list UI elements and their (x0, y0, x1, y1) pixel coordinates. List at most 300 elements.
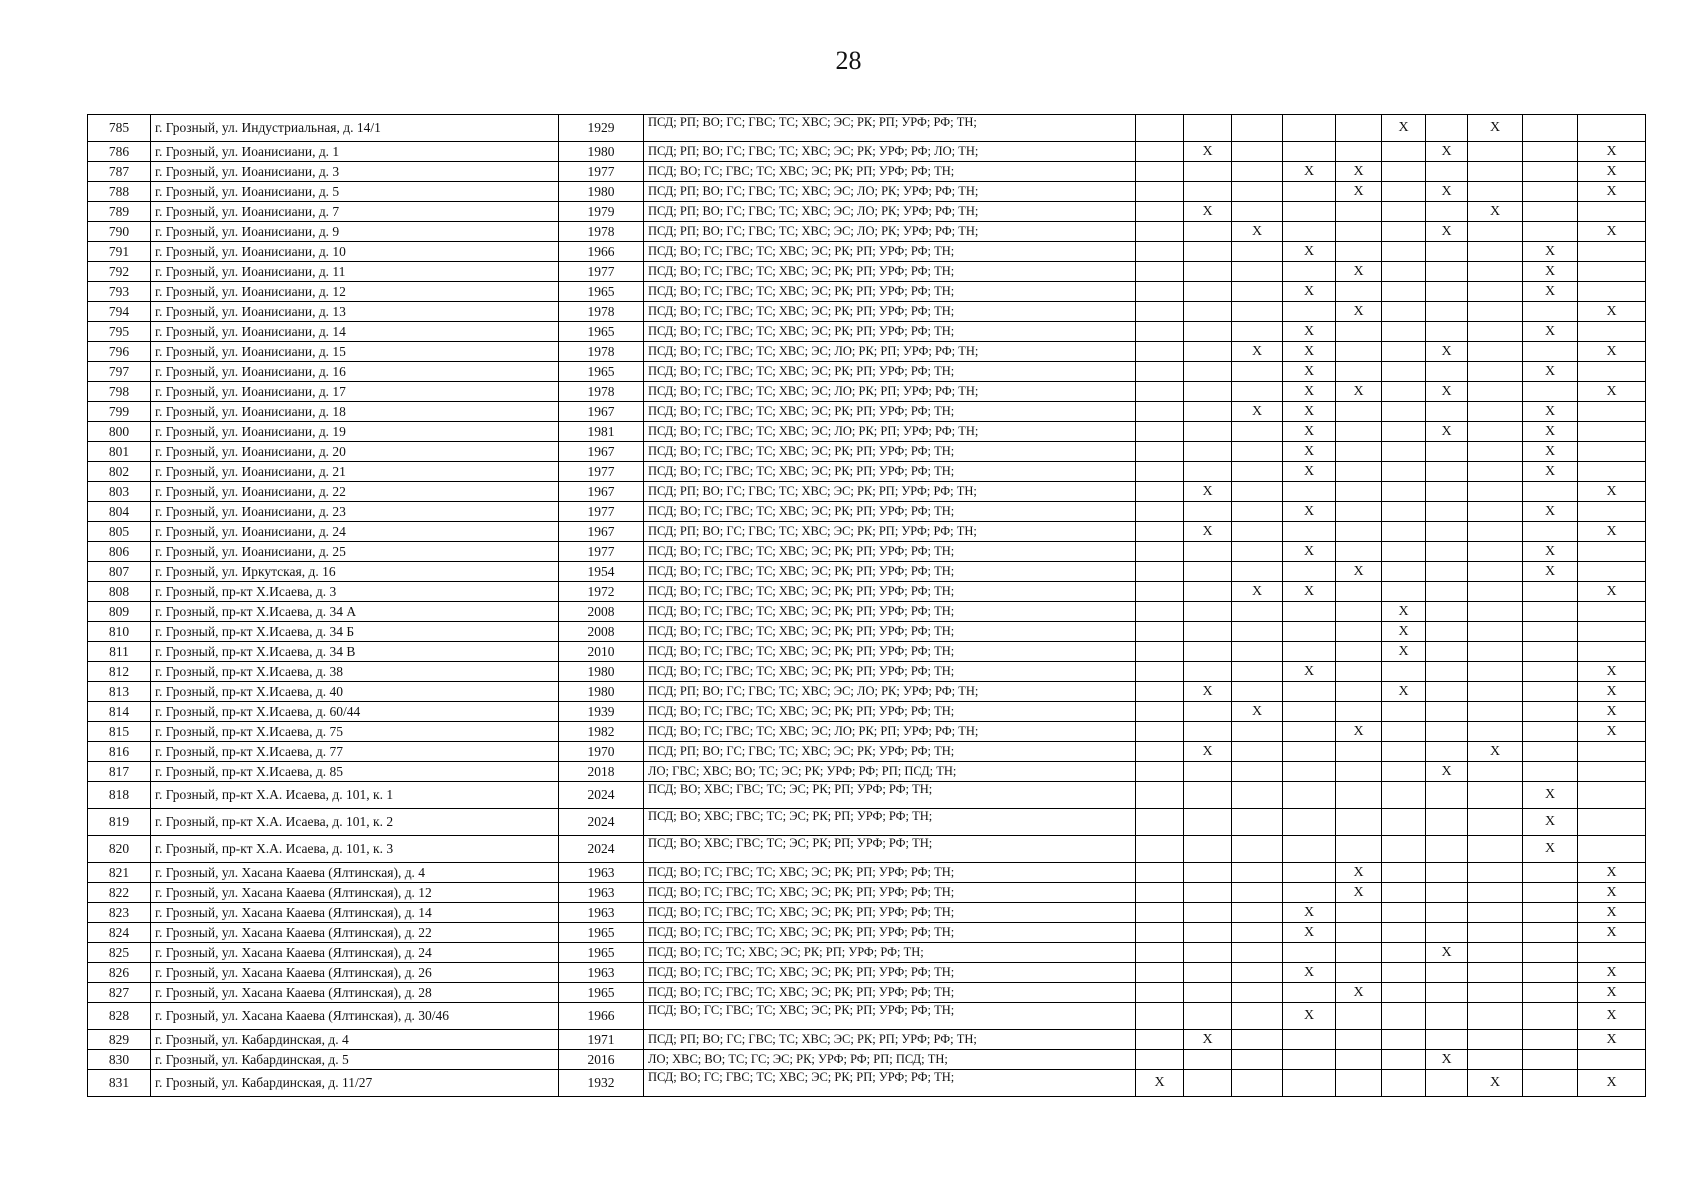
mark-cell-5 (1336, 642, 1382, 662)
mark-cell-9 (1523, 963, 1578, 983)
table-row (88, 682, 1646, 702)
mark-cell-7 (1426, 782, 1468, 809)
table-row (88, 282, 1646, 302)
mark-cell-10: X (1578, 482, 1646, 502)
mark-cell-3 (1232, 242, 1283, 262)
mark-cell-2: X (1184, 1030, 1232, 1050)
mark-cell-1 (1136, 562, 1184, 582)
mark-cell-4: X (1283, 342, 1336, 362)
mark-cell-8 (1468, 863, 1523, 883)
row-works-list: ПСД; ВО; ГС; ГВС; ТС; ХВС; ЭС; ЛО; РК; РП; УРФ; РФ; ТН; (644, 382, 1136, 402)
mark-cell-8 (1468, 903, 1523, 923)
mark-cell-10: X (1578, 722, 1646, 742)
row-year: 1963 (559, 883, 644, 903)
mark-cell-8 (1468, 682, 1523, 702)
mark-cell-3: X (1232, 222, 1283, 242)
mark-cell-3 (1232, 422, 1283, 442)
row-address: г. Грозный, ул. Хасана Кааева (Ялтинская), д. 30/46 (151, 1003, 559, 1030)
row-year: 1932 (559, 1070, 644, 1097)
mark-cell-4 (1283, 883, 1336, 903)
table-row (88, 142, 1646, 162)
mark-cell-6 (1382, 322, 1426, 342)
row-works-list: ПСД; ВО; ГС; ГВС; ТС; ХВС; ЭС; ЛО; РК; РП; УРФ; РФ; ТН; (644, 342, 1136, 362)
mark-cell-5: X (1336, 382, 1382, 402)
row-address: г. Грозный, ул. Хасана Кааева (Ялтинская), д. 14 (151, 903, 559, 923)
mark-cell-4 (1283, 1030, 1336, 1050)
mark-cell-9 (1523, 162, 1578, 182)
mark-cell-7 (1426, 682, 1468, 702)
mark-cell-3 (1232, 602, 1283, 622)
table-row (88, 482, 1646, 502)
row-year: 2010 (559, 642, 644, 662)
mark-cell-9 (1523, 222, 1578, 242)
row-number: 826 (88, 963, 151, 983)
mark-cell-5 (1336, 662, 1382, 682)
mark-cell-1 (1136, 742, 1184, 762)
mark-cell-8: X (1468, 202, 1523, 222)
mark-cell-4 (1283, 943, 1336, 963)
mark-cell-2 (1184, 162, 1232, 182)
mark-cell-1 (1136, 322, 1184, 342)
mark-cell-1 (1136, 602, 1184, 622)
mark-cell-1 (1136, 482, 1184, 502)
mark-cell-6 (1382, 562, 1426, 582)
mark-cell-4 (1283, 742, 1336, 762)
row-address: г. Грозный, пр-кт Х.Исаева, д. 34 А (151, 602, 559, 622)
row-address: г. Грозный, пр-кт Х.Исаева, д. 75 (151, 722, 559, 742)
mark-cell-10: X (1578, 863, 1646, 883)
mark-cell-4 (1283, 302, 1336, 322)
mark-cell-8 (1468, 642, 1523, 662)
mark-cell-5 (1336, 809, 1382, 836)
mark-cell-8 (1468, 662, 1523, 682)
mark-cell-9 (1523, 863, 1578, 883)
table-row (88, 702, 1646, 722)
row-works-list: ПСД; РП; ВО; ГС; ГВС; ТС; ХВС; ЭС; РК; РП; УРФ; РФ; ТН; (644, 1030, 1136, 1050)
mark-cell-7 (1426, 502, 1468, 522)
mark-cell-9: X (1523, 836, 1578, 863)
mark-cell-3 (1232, 382, 1283, 402)
mark-cell-5 (1336, 402, 1382, 422)
mark-cell-3: X (1232, 582, 1283, 602)
row-address: г. Грозный, пр-кт Х.Исаева, д. 40 (151, 682, 559, 702)
row-works-list: ПСД; ВО; ГС; ГВС; ТС; ХВС; ЭС; РК; РП; УРФ; РФ; ТН; (644, 622, 1136, 642)
table-row (88, 883, 1646, 903)
mark-cell-8 (1468, 302, 1523, 322)
mark-cell-9: X (1523, 322, 1578, 342)
table-row (88, 362, 1646, 382)
row-address: г. Грозный, пр-кт Х.А. Исаева, д. 101, к. 3 (151, 836, 559, 863)
mark-cell-4 (1283, 983, 1336, 1003)
table-row (88, 342, 1646, 362)
mark-cell-4: X (1283, 542, 1336, 562)
mark-cell-4 (1283, 622, 1336, 642)
row-works-list: ПСД; ВО; ГС; ГВС; ТС; ХВС; ЭС; РК; РП; УРФ; РФ; ТН; (644, 502, 1136, 522)
mark-cell-8 (1468, 943, 1523, 963)
mark-cell-1 (1136, 422, 1184, 442)
mark-cell-1 (1136, 983, 1184, 1003)
row-works-list: ПСД; ВО; ГС; ГВС; ТС; ХВС; ЭС; РК; РП; УРФ; РФ; ТН; (644, 582, 1136, 602)
mark-cell-8 (1468, 422, 1523, 442)
mark-cell-7 (1426, 722, 1468, 742)
mark-cell-2 (1184, 262, 1232, 282)
row-address: г. Грозный, ул. Иркутская, д. 16 (151, 562, 559, 582)
mark-cell-1: X (1136, 1070, 1184, 1097)
mark-cell-10 (1578, 242, 1646, 262)
mark-cell-8 (1468, 362, 1523, 382)
row-number: 797 (88, 362, 151, 382)
mark-cell-1 (1136, 662, 1184, 682)
row-year: 1966 (559, 1003, 644, 1030)
mark-cell-7 (1426, 562, 1468, 582)
mark-cell-3 (1232, 282, 1283, 302)
mark-cell-6 (1382, 662, 1426, 682)
mark-cell-6 (1382, 182, 1426, 202)
mark-cell-7: X (1426, 182, 1468, 202)
mark-cell-5 (1336, 462, 1382, 482)
mark-cell-10: X (1578, 983, 1646, 1003)
mark-cell-3 (1232, 1050, 1283, 1070)
row-address: г. Грозный, пр-кт Х.Исаева, д. 85 (151, 762, 559, 782)
mark-cell-1 (1136, 162, 1184, 182)
mark-cell-3 (1232, 762, 1283, 782)
mark-cell-1 (1136, 202, 1184, 222)
mark-cell-7 (1426, 522, 1468, 542)
mark-cell-8 (1468, 702, 1523, 722)
mark-cell-7 (1426, 622, 1468, 642)
mark-cell-1 (1136, 402, 1184, 422)
mark-cell-10 (1578, 282, 1646, 302)
mark-cell-7 (1426, 836, 1468, 863)
mark-cell-9 (1523, 923, 1578, 943)
mark-cell-2 (1184, 182, 1232, 202)
mark-cell-5 (1336, 282, 1382, 302)
mark-cell-8 (1468, 582, 1523, 602)
mark-cell-9 (1523, 1003, 1578, 1030)
mark-cell-3 (1232, 1030, 1283, 1050)
mark-cell-4 (1283, 762, 1336, 782)
row-number: 821 (88, 863, 151, 883)
mark-cell-8 (1468, 522, 1523, 542)
mark-cell-4 (1283, 522, 1336, 542)
row-year: 1967 (559, 522, 644, 542)
mark-cell-4: X (1283, 402, 1336, 422)
mark-cell-2 (1184, 342, 1232, 362)
mark-cell-8 (1468, 142, 1523, 162)
mark-cell-5: X (1336, 722, 1382, 742)
mark-cell-6 (1382, 382, 1426, 402)
mark-cell-1 (1136, 883, 1184, 903)
row-works-list: ЛО; ГВС; ХВС; ВО; ТС; ЭС; РК; УРФ; РФ; РП; ПСД; ТН; (644, 762, 1136, 782)
mark-cell-8 (1468, 262, 1523, 282)
mark-cell-3 (1232, 442, 1283, 462)
row-number: 799 (88, 402, 151, 422)
mark-cell-10 (1578, 742, 1646, 762)
table-row (88, 1070, 1646, 1097)
table-row (88, 1030, 1646, 1050)
mark-cell-9: X (1523, 242, 1578, 262)
mark-cell-4 (1283, 702, 1336, 722)
mark-cell-10 (1578, 602, 1646, 622)
mark-cell-8 (1468, 883, 1523, 903)
mark-cell-2 (1184, 302, 1232, 322)
mark-cell-9: X (1523, 562, 1578, 582)
row-works-list: ПСД; ВО; ГС; ГВС; ТС; ХВС; ЭС; РК; РП; УРФ; РФ; ТН; (644, 162, 1136, 182)
mark-cell-10: X (1578, 182, 1646, 202)
mark-cell-7 (1426, 282, 1468, 302)
mark-cell-9: X (1523, 782, 1578, 809)
row-year: 1965 (559, 322, 644, 342)
mark-cell-5: X (1336, 302, 1382, 322)
mark-cell-10 (1578, 422, 1646, 442)
row-number: 824 (88, 923, 151, 943)
row-works-list: ПСД; ВО; ГС; ГВС; ТС; ХВС; ЭС; РК; РП; УРФ; РФ; ТН; (644, 542, 1136, 562)
mark-cell-3 (1232, 863, 1283, 883)
mark-cell-1 (1136, 502, 1184, 522)
mark-cell-6 (1382, 482, 1426, 502)
mark-cell-1 (1136, 903, 1184, 923)
mark-cell-1 (1136, 923, 1184, 943)
mark-cell-6 (1382, 142, 1426, 162)
mark-cell-2: X (1184, 522, 1232, 542)
row-number: 801 (88, 442, 151, 462)
mark-cell-1 (1136, 115, 1184, 142)
mark-cell-2 (1184, 1070, 1232, 1097)
row-year: 1939 (559, 702, 644, 722)
mark-cell-10 (1578, 943, 1646, 963)
row-address: г. Грозный, ул. Иоанисиани, д. 10 (151, 242, 559, 262)
row-works-list: ПСД; ВО; ГС; ГВС; ТС; ХВС; ЭС; РК; РП; УРФ; РФ; ТН; (644, 1070, 1136, 1097)
row-number: 830 (88, 1050, 151, 1070)
mark-cell-7 (1426, 883, 1468, 903)
mark-cell-10: X (1578, 1070, 1646, 1097)
mark-cell-2 (1184, 762, 1232, 782)
table-row (88, 923, 1646, 943)
row-address: г. Грозный, ул. Иоанисиани, д. 15 (151, 342, 559, 362)
row-number: 829 (88, 1030, 151, 1050)
mark-cell-7 (1426, 642, 1468, 662)
table-row (88, 863, 1646, 883)
row-address: г. Грозный, ул. Иоанисиани, д. 3 (151, 162, 559, 182)
row-year: 1963 (559, 963, 644, 983)
mark-cell-6: X (1382, 682, 1426, 702)
row-works-list: ЛО; ХВС; ВО; ТС; ГС; ЭС; РК; УРФ; РФ; РП; ПСД; ТН; (644, 1050, 1136, 1070)
table-row (88, 762, 1646, 782)
mark-cell-6 (1382, 502, 1426, 522)
row-address: г. Грозный, ул. Иоанисиани, д. 18 (151, 402, 559, 422)
mark-cell-9 (1523, 662, 1578, 682)
mark-cell-8 (1468, 482, 1523, 502)
mark-cell-9 (1523, 1050, 1578, 1070)
mark-cell-8: X (1468, 115, 1523, 142)
mark-cell-6 (1382, 582, 1426, 602)
mark-cell-5 (1336, 342, 1382, 362)
mark-cell-10: X (1578, 923, 1646, 943)
table-row (88, 242, 1646, 262)
mark-cell-1 (1136, 642, 1184, 662)
mark-cell-6 (1382, 222, 1426, 242)
mark-cell-8 (1468, 162, 1523, 182)
table-row (88, 742, 1646, 762)
mark-cell-3 (1232, 482, 1283, 502)
row-number: 786 (88, 142, 151, 162)
mark-cell-3 (1232, 322, 1283, 342)
row-works-list: ПСД; ВО; ГС; ГВС; ТС; ХВС; ЭС; РК; РП; УРФ; РФ; ТН; (644, 462, 1136, 482)
mark-cell-5: X (1336, 182, 1382, 202)
row-number: 791 (88, 242, 151, 262)
row-address: г. Грозный, ул. Хасана Кааева (Ялтинская), д. 24 (151, 943, 559, 963)
mark-cell-8 (1468, 322, 1523, 342)
mark-cell-9 (1523, 883, 1578, 903)
mark-cell-5: X (1336, 262, 1382, 282)
mark-cell-10: X (1578, 342, 1646, 362)
row-works-list: ПСД; ВО; ГС; ГВС; ТС; ХВС; ЭС; РК; РП; УРФ; РФ; ТН; (644, 282, 1136, 302)
mark-cell-2: X (1184, 682, 1232, 702)
row-number: 785 (88, 115, 151, 142)
row-address: г. Грозный, ул. Иоанисиани, д. 16 (151, 362, 559, 382)
table-row (88, 836, 1646, 863)
mark-cell-3 (1232, 462, 1283, 482)
mark-cell-10: X (1578, 903, 1646, 923)
row-number: 809 (88, 602, 151, 622)
mark-cell-8 (1468, 923, 1523, 943)
row-address: г. Грозный, ул. Иоанисиани, д. 11 (151, 262, 559, 282)
mark-cell-3 (1232, 809, 1283, 836)
mark-cell-1 (1136, 142, 1184, 162)
mark-cell-9 (1523, 983, 1578, 1003)
mark-cell-2 (1184, 602, 1232, 622)
table-row (88, 382, 1646, 402)
mark-cell-3 (1232, 262, 1283, 282)
mark-cell-5 (1336, 903, 1382, 923)
mark-cell-9 (1523, 582, 1578, 602)
mark-cell-6 (1382, 762, 1426, 782)
mark-cell-8 (1468, 1030, 1523, 1050)
mark-cell-5 (1336, 362, 1382, 382)
row-works-list: ПСД; ВО; ГС; ГВС; ТС; ХВС; ЭС; РК; РП; УРФ; РФ; ТН; (644, 362, 1136, 382)
mark-cell-4 (1283, 222, 1336, 242)
mark-cell-9: X (1523, 462, 1578, 482)
row-works-list: ПСД; ВО; ГС; ГВС; ТС; ХВС; ЭС; РК; РП; УРФ; РФ; ТН; (644, 642, 1136, 662)
table-row (88, 542, 1646, 562)
mark-cell-7: X (1426, 762, 1468, 782)
row-address: г. Грозный, ул. Хасана Кааева (Ялтинская), д. 26 (151, 963, 559, 983)
mark-cell-5 (1336, 522, 1382, 542)
row-year: 1978 (559, 382, 644, 402)
mark-cell-6 (1382, 836, 1426, 863)
row-year: 1978 (559, 302, 644, 322)
mark-cell-8 (1468, 722, 1523, 742)
row-number: 805 (88, 522, 151, 542)
mark-cell-9 (1523, 1070, 1578, 1097)
row-year: 1977 (559, 502, 644, 522)
mark-cell-1 (1136, 682, 1184, 702)
mark-cell-10 (1578, 762, 1646, 782)
table-row (88, 983, 1646, 1003)
mark-cell-7 (1426, 923, 1468, 943)
mark-cell-2 (1184, 422, 1232, 442)
row-works-list: ПСД; ВО; ГС; ГВС; ТС; ХВС; ЭС; РК; РП; УРФ; РФ; ТН; (644, 442, 1136, 462)
mark-cell-5 (1336, 923, 1382, 943)
mark-cell-2 (1184, 362, 1232, 382)
mark-cell-2 (1184, 622, 1232, 642)
mark-cell-2 (1184, 1003, 1232, 1030)
mark-cell-4 (1283, 642, 1336, 662)
mark-cell-6 (1382, 302, 1426, 322)
mark-cell-5: X (1336, 562, 1382, 582)
row-address: г. Грозный, ул. Иоанисиани, д. 12 (151, 282, 559, 302)
mark-cell-2: X (1184, 482, 1232, 502)
row-year: 1970 (559, 742, 644, 762)
mark-cell-6 (1382, 963, 1426, 983)
mark-cell-1 (1136, 362, 1184, 382)
table-row (88, 562, 1646, 582)
mark-cell-8 (1468, 762, 1523, 782)
mark-cell-1 (1136, 462, 1184, 482)
mark-cell-6: X (1382, 602, 1426, 622)
mark-cell-4 (1283, 202, 1336, 222)
table-row (88, 903, 1646, 923)
table-row (88, 115, 1646, 142)
mark-cell-4 (1283, 1050, 1336, 1070)
row-year: 1977 (559, 542, 644, 562)
table-row (88, 943, 1646, 963)
mark-cell-1 (1136, 702, 1184, 722)
row-year: 2008 (559, 622, 644, 642)
row-number: 815 (88, 722, 151, 742)
mark-cell-6 (1382, 542, 1426, 562)
mark-cell-1 (1136, 342, 1184, 362)
mark-cell-9: X (1523, 362, 1578, 382)
mark-cell-1 (1136, 863, 1184, 883)
mark-cell-1 (1136, 182, 1184, 202)
mark-cell-4: X (1283, 903, 1336, 923)
mark-cell-6 (1382, 883, 1426, 903)
mark-cell-8 (1468, 182, 1523, 202)
mark-cell-6 (1382, 943, 1426, 963)
mark-cell-2 (1184, 642, 1232, 662)
row-number: 816 (88, 742, 151, 762)
mark-cell-3 (1232, 903, 1283, 923)
row-year: 1966 (559, 242, 644, 262)
mark-cell-2: X (1184, 142, 1232, 162)
mark-cell-8 (1468, 502, 1523, 522)
mark-cell-5 (1336, 702, 1382, 722)
mark-cell-9 (1523, 142, 1578, 162)
mark-cell-7 (1426, 162, 1468, 182)
mark-cell-6 (1382, 702, 1426, 722)
mark-cell-5 (1336, 442, 1382, 462)
row-year: 1977 (559, 262, 644, 282)
row-address: г. Грозный, пр-кт Х.Исаева, д. 38 (151, 662, 559, 682)
row-works-list: ПСД; РП; ВО; ГС; ГВС; ТС; ХВС; ЭС; РК; РП; УРФ; РФ; ТН; (644, 115, 1136, 142)
mark-cell-9 (1523, 382, 1578, 402)
mark-cell-9: X (1523, 542, 1578, 562)
mark-cell-3 (1232, 542, 1283, 562)
mark-cell-9 (1523, 762, 1578, 782)
mark-cell-7 (1426, 662, 1468, 682)
row-works-list: ПСД; ВО; ГС; ГВС; ТС; ХВС; ЭС; РК; РП; УРФ; РФ; ТН; (644, 602, 1136, 622)
row-year: 1965 (559, 282, 644, 302)
table-row (88, 602, 1646, 622)
mark-cell-3 (1232, 963, 1283, 983)
mark-cell-7 (1426, 1030, 1468, 1050)
mark-cell-2: X (1184, 742, 1232, 762)
row-address: г. Грозный, ул. Хасана Кааева (Ялтинская), д. 12 (151, 883, 559, 903)
mark-cell-4: X (1283, 322, 1336, 342)
mark-cell-7 (1426, 582, 1468, 602)
mark-cell-4 (1283, 142, 1336, 162)
